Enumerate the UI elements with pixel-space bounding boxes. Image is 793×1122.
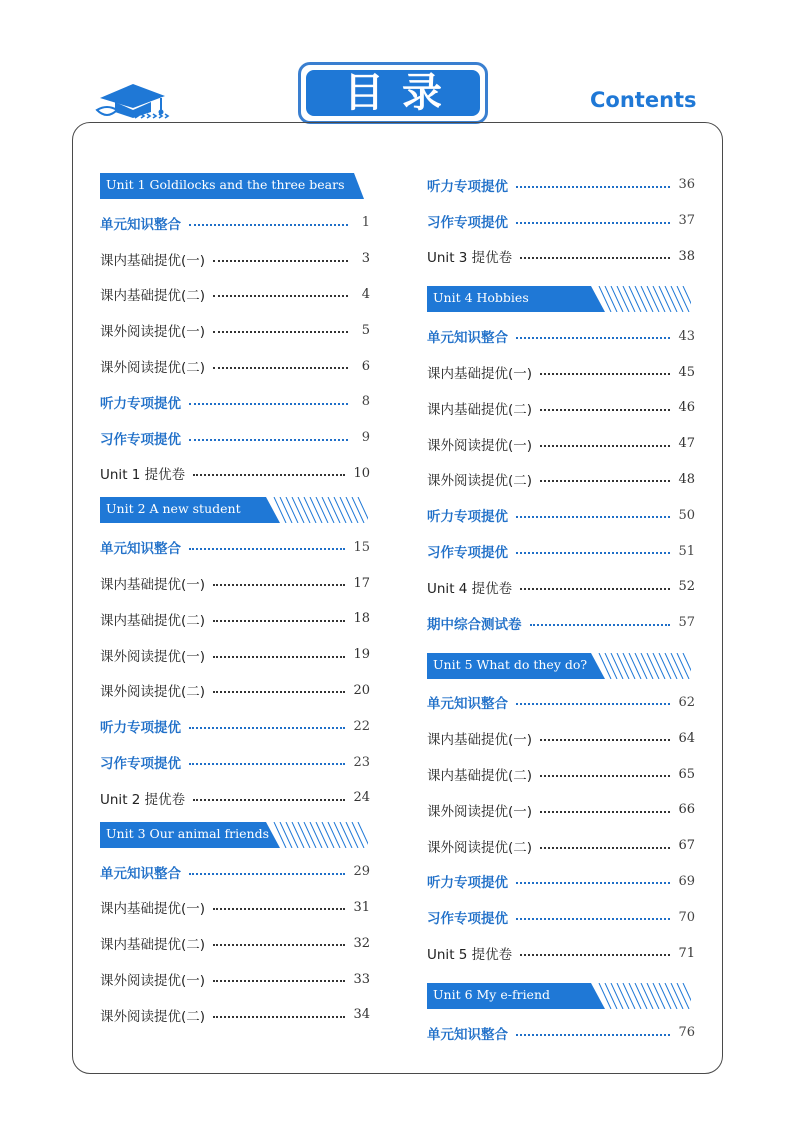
toc-entry-page: 17 [353, 575, 370, 591]
dot-leader [516, 186, 670, 188]
toc-entry[interactable] [100, 277, 370, 313]
toc-entry-page: 33 [353, 971, 370, 987]
dot-leader [520, 588, 670, 590]
toc-entry[interactable] [100, 961, 370, 997]
toc-entry[interactable] [100, 384, 370, 420]
toc-entry-title: 单元知识整合 [100, 865, 181, 882]
unit-banner-hatch [635, 286, 647, 312]
unit-banner-hatch [623, 983, 635, 1009]
toc-entry-title: 单元知识整合 [100, 541, 181, 558]
unit-banner-hatch [328, 822, 340, 848]
toc-entry-page: 70 [678, 909, 695, 925]
dot-leader [540, 847, 670, 849]
unit-banner-hatch [322, 822, 334, 848]
toc-entry-title: 习作专项提优 [100, 431, 181, 448]
toc-entry-page: 34 [353, 1007, 370, 1023]
toc-entry-page: 38 [678, 248, 695, 264]
dot-leader [540, 775, 670, 777]
toc-entry-title: 听力专项提优 [427, 509, 508, 526]
unit-banner-hatch [292, 822, 304, 848]
toc-entry[interactable] [100, 348, 370, 384]
toc-entry-page: 19 [353, 647, 370, 663]
unit-banner-hatch [671, 653, 683, 679]
toc-entry-page: 23 [353, 754, 370, 770]
toc-entry[interactable] [427, 685, 695, 721]
unit-banner-hatch [671, 286, 683, 312]
dot-leader [213, 656, 345, 658]
unit-banner-hatch [286, 822, 298, 848]
toc-entry[interactable] [100, 708, 370, 744]
unit-banner-hatch [611, 653, 623, 679]
unit-banner-hatch [611, 983, 623, 1009]
unit-header [427, 653, 695, 681]
unit-banner-hatch [629, 653, 641, 679]
toc-entry[interactable] [427, 720, 695, 756]
unit-banner-hatch [316, 822, 328, 848]
toc-entry-page: 64 [678, 730, 695, 746]
unit-banner-hatch [653, 286, 665, 312]
unit-banner-hatch [671, 983, 683, 1009]
dot-leader [516, 918, 670, 920]
toc-entry-title: 习作专项提优 [427, 214, 508, 231]
toc-entry-title: 听力专项提优 [100, 395, 181, 412]
dot-leader [189, 548, 345, 550]
toc-entry-title: 课外阅读提优(一) [427, 437, 533, 454]
toc-entry[interactable] [427, 318, 695, 354]
page-title: 目录 [306, 70, 480, 116]
unit-banner-hatch [328, 497, 340, 523]
toc-entry[interactable] [427, 935, 695, 971]
unit-banner-hatch [340, 497, 352, 523]
toc-entry[interactable] [100, 565, 370, 601]
unit-title: Unit 6 My e-friend [433, 986, 551, 1002]
unit-header [427, 983, 695, 1011]
toc-entry-page: 31 [353, 899, 370, 915]
toc-entry-page: 76 [678, 1025, 695, 1041]
dot-leader [516, 337, 670, 339]
toc-entry[interactable] [427, 203, 695, 239]
toc-entry-title: 课内基础提优(二) [427, 768, 533, 785]
left-column [100, 167, 370, 1033]
toc-entry-title: 单元知识整合 [427, 1026, 508, 1043]
dot-leader [189, 224, 348, 226]
dot-leader [213, 980, 345, 982]
toc-entry-title: 课内基础提优(一) [427, 366, 533, 383]
toc-entry-page: 51 [678, 543, 695, 559]
toc-entry-page: 32 [353, 935, 370, 951]
toc-entry-page: 57 [678, 615, 695, 631]
dot-leader [540, 373, 670, 375]
dot-leader [189, 873, 345, 875]
toc-entry[interactable] [427, 828, 695, 864]
toc-entry[interactable] [100, 205, 370, 241]
dot-leader [213, 295, 348, 297]
unit-banner-hatch [304, 822, 316, 848]
unit-banner-hatch [292, 497, 304, 523]
toc-entry-page: 71 [678, 945, 695, 961]
toc-entry[interactable] [427, 899, 695, 935]
toc-entry-title: 听力专项提优 [100, 720, 181, 737]
dot-leader [516, 552, 670, 554]
unit-banner-hatch [653, 983, 665, 1009]
toc-entry[interactable] [100, 456, 370, 492]
dot-leader [213, 260, 348, 262]
toc-entry[interactable] [427, 605, 695, 641]
toc-entry-page: 37 [678, 213, 695, 229]
unit-header [100, 822, 370, 850]
unit-banner-hatch [653, 653, 665, 679]
toc-entry-page: 8 [361, 394, 370, 410]
dot-leader [189, 403, 348, 405]
unit-banner-hatch [286, 497, 298, 523]
toc-entry[interactable] [427, 1015, 695, 1051]
toc-entry-page: 52 [678, 579, 695, 595]
dot-leader [516, 516, 670, 518]
dot-leader [540, 409, 670, 411]
unit-banner-hatch [280, 822, 292, 848]
unit-banner-hatch [659, 286, 671, 312]
toc-entry[interactable] [427, 390, 695, 426]
toc-entry[interactable] [427, 167, 695, 203]
dot-leader [213, 620, 345, 622]
unit-banner-hatch [647, 983, 659, 1009]
toc-entry[interactable] [427, 864, 695, 900]
toc-entry[interactable] [100, 890, 370, 926]
toc-entry-title: 单元知识整合 [100, 216, 181, 233]
unit-banner-hatch [316, 497, 328, 523]
dot-leader [193, 799, 345, 801]
toc-entry[interactable] [100, 673, 370, 709]
toc-entry-page: 24 [353, 790, 370, 806]
unit-banner-hatch [617, 653, 629, 679]
dot-leader [520, 954, 670, 956]
unit-banner-hatch [346, 497, 358, 523]
toc-entry-title: 课外阅读提优(一) [427, 803, 533, 820]
dot-leader [189, 727, 345, 729]
dot-leader [213, 691, 345, 693]
unit-header [427, 286, 695, 314]
unit-banner-hatch [635, 653, 647, 679]
toc-entry-page: 50 [678, 507, 695, 523]
toc-entry-page: 4 [361, 286, 370, 302]
unit-banner-hatch [677, 286, 689, 312]
toc-entry-title: 课外阅读提优(二) [100, 1008, 206, 1025]
unit-banner-hatch [641, 286, 653, 312]
dot-leader [516, 1034, 670, 1036]
toc-entry-title: 课外阅读提优(一) [100, 324, 206, 341]
unit-banner-hatch [310, 822, 322, 848]
toc-entry-title: 课外阅读提优(一) [100, 648, 206, 665]
unit-banner-hatch [623, 653, 635, 679]
unit-banner-hatch [665, 286, 677, 312]
toc-entry[interactable] [427, 756, 695, 792]
unit-banner-hatch [659, 983, 671, 1009]
unit-banner-hatch [605, 983, 617, 1009]
unit-banner-hatch [641, 983, 653, 1009]
unit-banner-hatch [358, 822, 368, 848]
toc-entry-title: 课内基础提优(一) [100, 901, 206, 918]
toc-entry-title: 课内基础提优(一) [100, 252, 206, 269]
toc-entry-page: 29 [353, 864, 370, 880]
unit-banner-hatch [358, 497, 368, 523]
toc-entry-title: 课内基础提优(二) [427, 401, 533, 418]
toc-entry-page: 6 [361, 358, 370, 374]
unit-banner-hatch [346, 822, 358, 848]
toc-entry-page: 22 [353, 718, 370, 734]
toc-entry[interactable] [100, 780, 370, 816]
unit-banner-hatch [647, 286, 659, 312]
unit-banner-hatch [617, 286, 629, 312]
toc-entry-page: 48 [678, 471, 695, 487]
unit-banner-hatch [629, 983, 641, 1009]
toc-entry[interactable] [427, 239, 695, 275]
unit-banner-hatch [623, 286, 635, 312]
unit-banner-hatch [310, 497, 322, 523]
toc-entry[interactable] [427, 533, 695, 569]
toc-entry[interactable] [427, 462, 695, 498]
toc-entry[interactable] [100, 637, 370, 673]
title-banner [298, 62, 488, 124]
toc-entry[interactable] [100, 420, 370, 456]
unit-title: Unit 2 A new student [106, 501, 241, 517]
toc-entry-title: 习作专项提优 [100, 756, 181, 773]
toc-entry-title: 期中综合测试卷 [427, 616, 522, 633]
toc-entry-title: 课外阅读提优(二) [100, 360, 206, 377]
dot-leader [213, 584, 345, 586]
toc-entry-title: 课内基础提优(二) [100, 288, 206, 305]
unit-banner-hatch [298, 497, 310, 523]
unit-banner-hatch [340, 822, 352, 848]
dot-leader [540, 445, 670, 447]
toc-entry-page: 45 [678, 364, 695, 380]
unit-banner-hatch [677, 983, 689, 1009]
toc-entry-page: 3 [361, 251, 370, 267]
toc-entry-page: 46 [678, 400, 695, 416]
unit-banner-hatch [629, 286, 641, 312]
unit-banner-hatch [677, 653, 689, 679]
graduation-cap-icon [95, 76, 180, 122]
toc-entry-title: Unit 4 提优卷 [427, 580, 513, 597]
dot-leader [530, 624, 671, 626]
dot-leader [520, 257, 670, 259]
unit-title: Unit 4 Hobbies [433, 290, 529, 306]
unit-header [100, 173, 370, 201]
toc-entry[interactable] [427, 354, 695, 390]
toc-entry-page: 65 [678, 766, 695, 782]
toc-entry-title: 课外阅读提优(二) [427, 839, 533, 856]
unit-banner-hatch [352, 822, 364, 848]
unit-banner-hatch [647, 653, 659, 679]
toc-entry-page: 69 [678, 873, 695, 889]
dot-leader [516, 222, 670, 224]
toc-entry-title: 课内基础提优(二) [100, 937, 206, 954]
unit-banner-hatch [298, 822, 310, 848]
toc-entry-page: 47 [678, 436, 695, 452]
dot-leader [213, 1016, 345, 1018]
right-column [427, 167, 695, 1051]
unit-title: Unit 1 Goldilocks and the three bears [106, 177, 345, 192]
unit-banner-hatch [334, 822, 346, 848]
dot-leader [193, 474, 345, 476]
unit-banner-hatch [659, 653, 671, 679]
toc-entry[interactable] [100, 997, 370, 1033]
toc-entry[interactable] [100, 241, 370, 277]
toc-entry-page: 62 [678, 694, 695, 710]
toc-entry-page: 36 [678, 177, 695, 193]
toc-entry-page: 1 [361, 215, 370, 231]
toc-entry[interactable] [427, 792, 695, 828]
toc-entry-title: Unit 2 提优卷 [100, 791, 186, 808]
toc-entry-page: 10 [353, 465, 370, 481]
toc-entry[interactable] [427, 569, 695, 605]
dot-leader [540, 811, 670, 813]
toc-entry[interactable] [427, 497, 695, 533]
toc-entry[interactable] [427, 426, 695, 462]
toc-entry-title: 听力专项提优 [427, 178, 508, 195]
toc-entry-title: 课内基础提优(一) [100, 577, 206, 594]
toc-entry-page: 9 [361, 430, 370, 446]
toc-entry-title: 听力专项提优 [427, 875, 508, 892]
toc-entry-page: 5 [361, 322, 370, 338]
toc-entry-title: 课外阅读提优(二) [427, 473, 533, 490]
toc-entry[interactable] [100, 854, 370, 890]
unit-banner-hatch [605, 286, 617, 312]
unit-banner-hatch [635, 983, 647, 1009]
dot-leader [213, 944, 345, 946]
dot-leader [516, 882, 670, 884]
toc-entry[interactable] [100, 601, 370, 637]
toc-entry-page: 66 [678, 802, 695, 818]
toc-entry-title: Unit 5 提优卷 [427, 947, 513, 964]
unit-title: Unit 5 What do they do? [433, 656, 588, 672]
unit-banner-hatch [605, 653, 617, 679]
toc-entry[interactable] [100, 744, 370, 780]
toc-entry-page: 15 [353, 539, 370, 555]
dot-leader [213, 367, 348, 369]
toc-entry[interactable] [100, 529, 370, 565]
toc-entry-page: 18 [353, 611, 370, 627]
contents-heading: Contents [590, 88, 697, 112]
unit-title: Unit 3 Our animal friends [106, 825, 269, 841]
unit-banner-hatch [352, 497, 364, 523]
toc-entry-title: 单元知识整合 [427, 330, 508, 347]
dot-leader [189, 763, 345, 765]
toc-entry-title: 习作专项提优 [427, 545, 508, 562]
toc-entry-title: 课外阅读提优(二) [100, 684, 206, 701]
dot-leader [213, 331, 348, 333]
dot-leader [189, 439, 348, 441]
unit-banner-hatch [322, 497, 334, 523]
unit-banner-hatch [611, 286, 623, 312]
toc-entry-title: 课内基础提优(二) [100, 612, 206, 629]
toc-entry-title: 习作专项提优 [427, 911, 508, 928]
toc-entry-page: 43 [678, 328, 695, 344]
toc-entry-title: 单元知识整合 [427, 696, 508, 713]
unit-banner-hatch [304, 497, 316, 523]
dot-leader [213, 908, 345, 910]
toc-entry-page: 67 [678, 838, 695, 854]
unit-banner-hatch [641, 653, 653, 679]
unit-banner-hatch [665, 983, 677, 1009]
dot-leader [516, 703, 670, 705]
toc-entry-title: Unit 3 提优卷 [427, 250, 513, 267]
unit-banner-hatch [334, 497, 346, 523]
unit-header [100, 497, 370, 525]
unit-banner-hatch [617, 983, 629, 1009]
toc-entry-title: Unit 1 提优卷 [100, 467, 186, 484]
unit-banner-hatch [280, 497, 292, 523]
toc-entry-title: 课外阅读提优(一) [100, 973, 206, 990]
unit-banner-hatch [665, 653, 677, 679]
toc-entry[interactable] [100, 925, 370, 961]
toc-entry-page: 20 [353, 682, 370, 698]
toc-entry[interactable] [100, 312, 370, 348]
dot-leader [540, 739, 670, 741]
dot-leader [540, 480, 670, 482]
toc-entry-title: 课内基础提优(一) [427, 732, 533, 749]
